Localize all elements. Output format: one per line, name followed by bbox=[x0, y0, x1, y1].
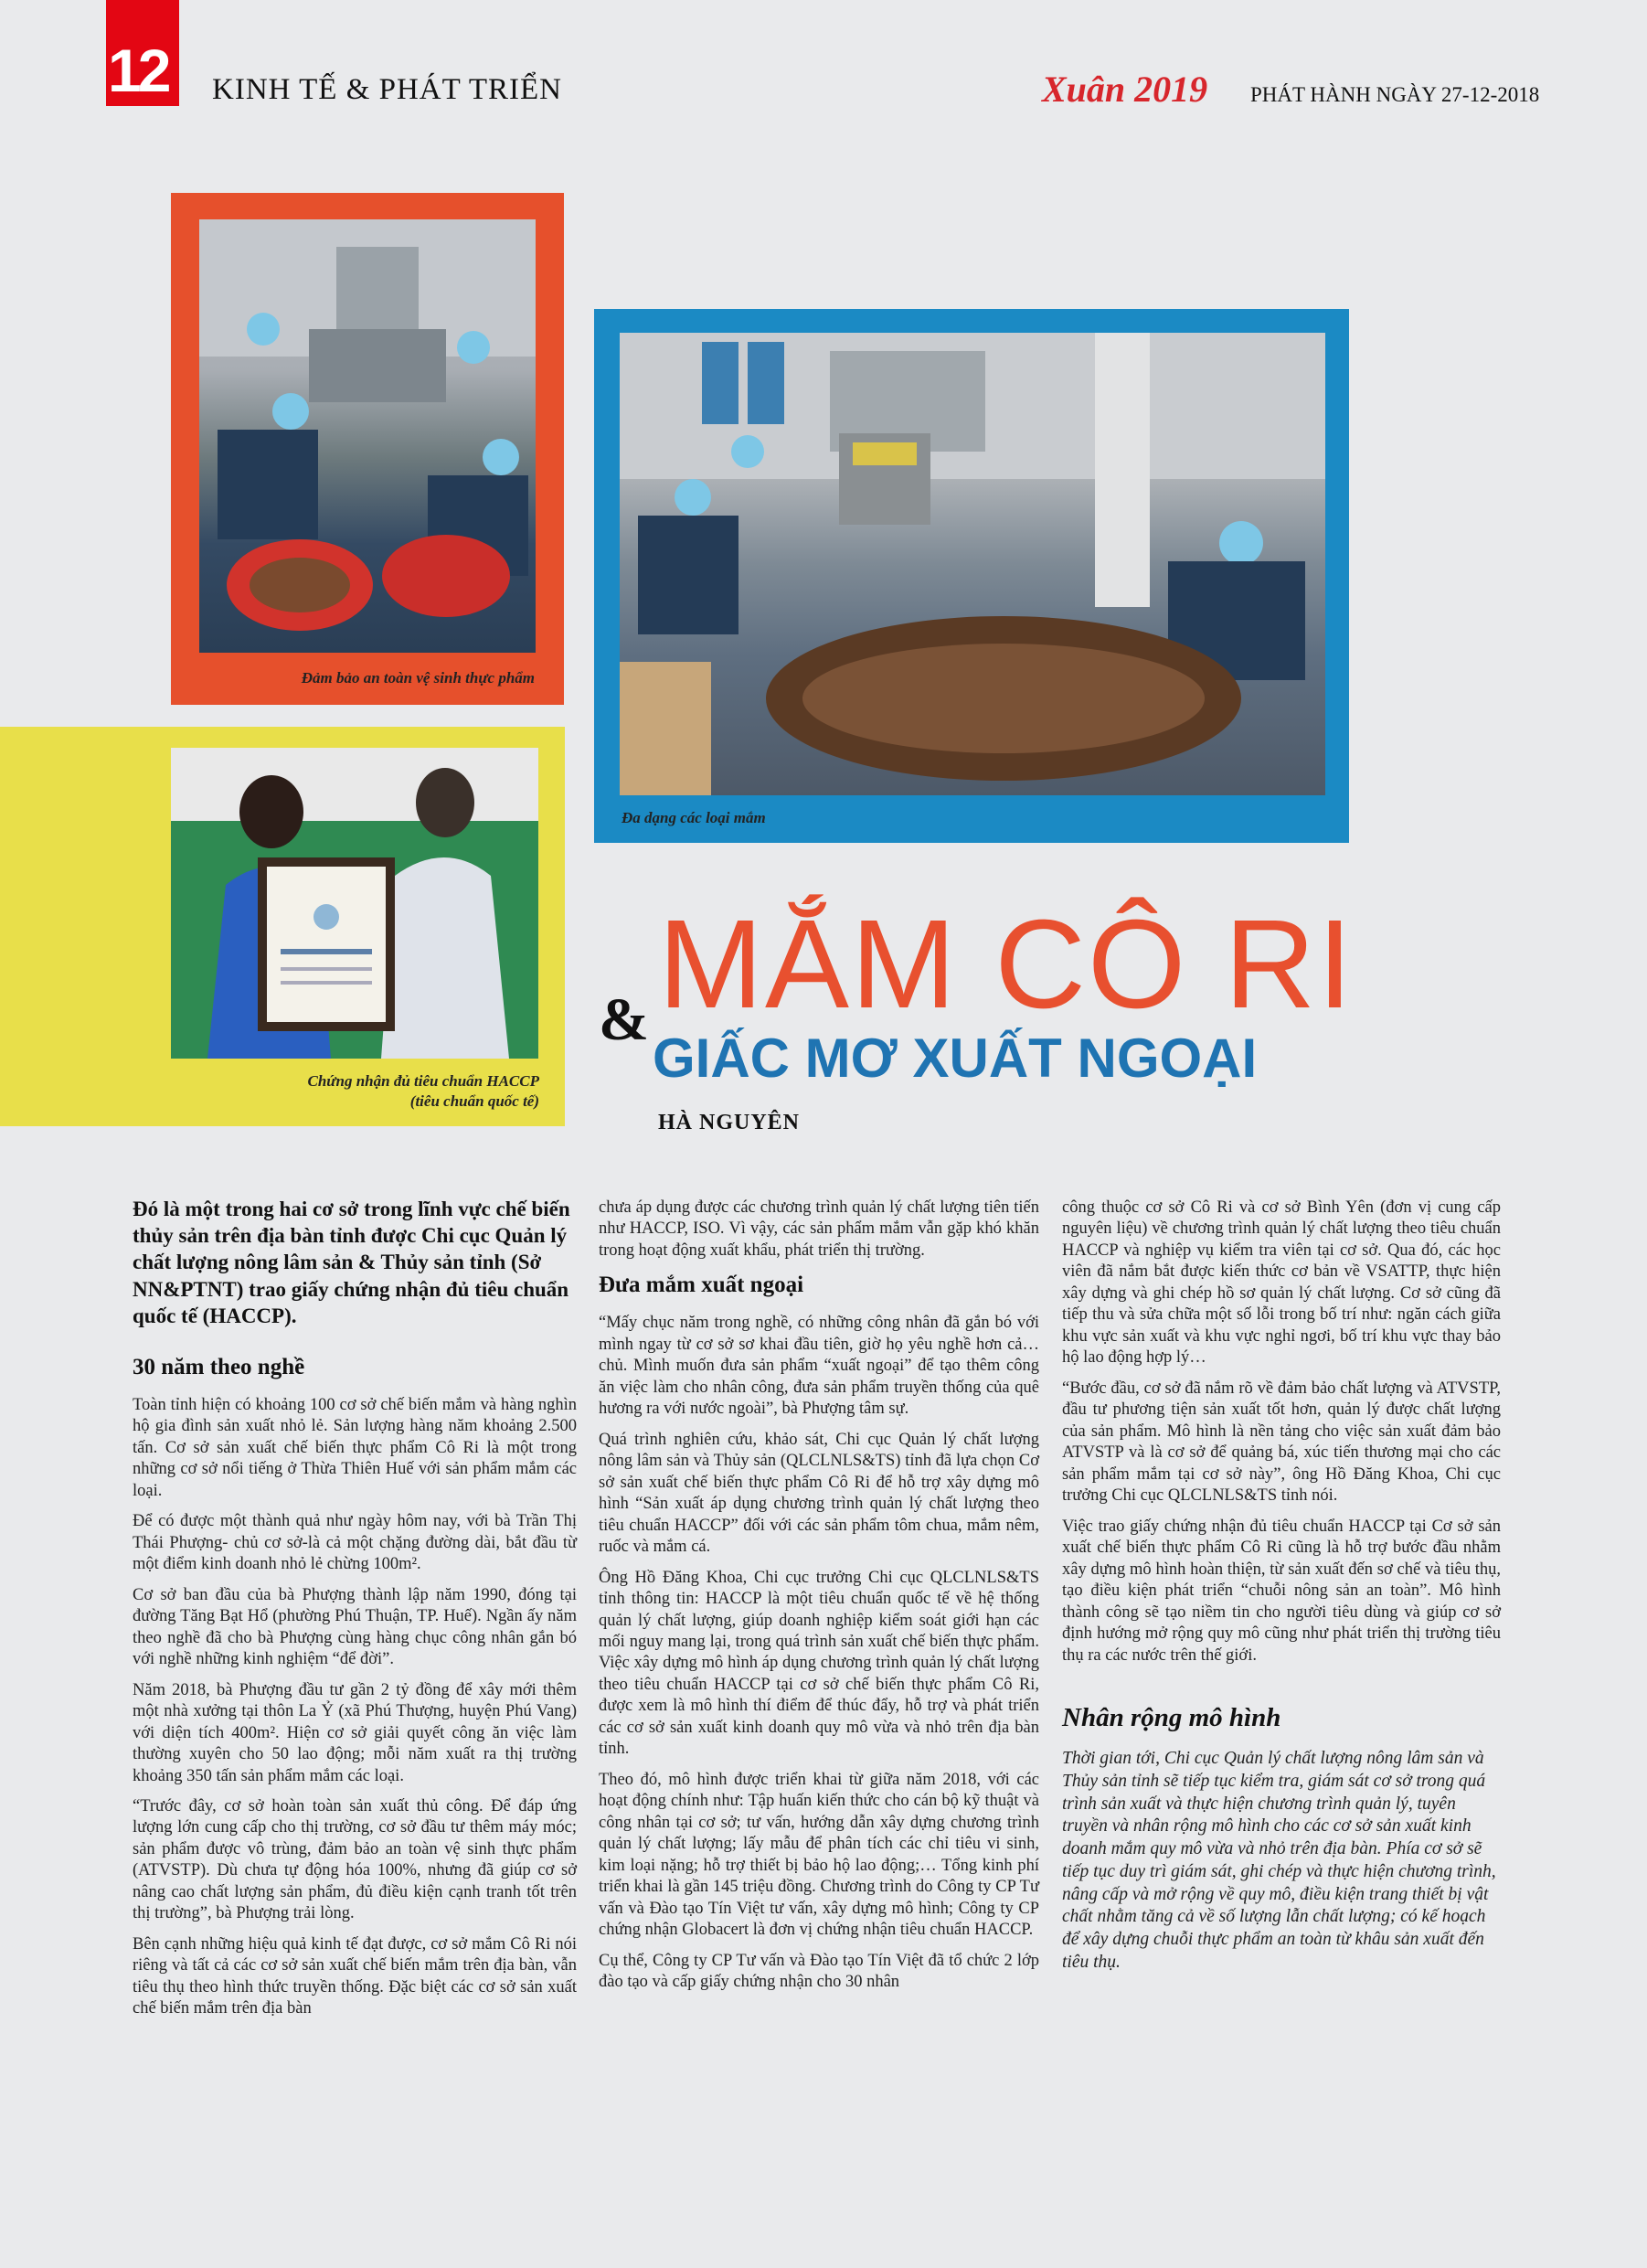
text-column-3 bbox=[1062, 1198, 1501, 1984]
paragraph: Việc trao giấy chứng nhận đủ tiêu chuẩn HACCP tại Cơ sở sản xuất chế biến thực phẩm Cô Ri cũng là hỗ trợ bước đầu nhằm xây dựng mô hình hoàn thiện, từ sản xuất đến sơ chế và tiêu thụ, tạo điều kiện phát triển “chuỗi nông sản an toàn”. Mô hình thành công sẽ tạo niềm tin cho người tiêu dùng và giúp cơ sở định hướng mở rộng quy mô cũng như phát triển thị trường tiêu thụ ra các nước trên thế giới. bbox=[1062, 1517, 1501, 1665]
issue-date: PHÁT HÀNH NGÀY 27-12-2018 bbox=[1250, 83, 1540, 106]
photo-workers-hygiene bbox=[199, 219, 536, 653]
paragraph: “Bước đầu, cơ sở đã nắm rõ về đảm bảo chất lượng và ATVSTP, đầu tư phương tiện sản xuất tốt hơn, quản lý được chất lượng của sản phẩm. Mô hình là nền tảng cho việc sản xuất đảm bảo ATVSTP và là cơ sở để quảng bá, xúc tiến thương mại cho các sản phẩm mắm tại cơ sở này”, ông Hồ Đăng Khoa, Chi cục trưởng Chi cục QLCLNLS&TS tỉnh nói. bbox=[1062, 1379, 1501, 1506]
paragraph: công thuộc cơ sở Cô Ri và cơ sở Bình Yên (đơn vị cung cấp nguyên liệu) về chương trình quản lý chất lượng theo tiêu chuẩn HACCP và nghiệp vụ kiểm tra viên tại cơ sở. Qua đó, các học viên đã nắm bắt được kiến thức cơ bản về VSATTP, thực hiện xây dựng và ghi chép hồ sơ quản lý chất lượng. Cơ sở cũng đã tiếp thu và sửa chữa một số lỗi trong bố trí như: ngăn cách giữa khu vực sản xuất và khu vực nghỉ ngơi, bố trí khu vực thay bảo hộ lao động hợp lý… bbox=[1062, 1198, 1501, 1368]
page-number: 12 bbox=[108, 37, 168, 104]
photo-haccp-certificate bbox=[171, 748, 538, 1059]
heading-export: Đưa mắm xuất ngoại bbox=[599, 1272, 804, 1298]
caption-photo3-line2: (tiêu chuẩn quốc tế) bbox=[409, 1092, 539, 1111]
text-column-1 bbox=[133, 1196, 577, 2029]
title-ampersand: & bbox=[599, 986, 649, 1053]
paragraph: “Mấy chục năm trong nghề, có những công nhân đã gắn bó với mình ngay từ cơ sở sơ khai đầu tiên, giờ họ yêu nghề hơn cả… chủ. Mình muốn đưa sản phẩm “xuất ngoại” để tạo thêm công ăn việc làm cho nhân công, đưa sản phẩm truyền thống của quê hương ra với nước ngoài”, bà Phượng tâm sự. bbox=[599, 1314, 1039, 1419]
paragraph-italic: Thời gian tới, Chi cục Quản lý chất lượng nông lâm sản và Thủy sản tỉnh sẽ tiếp tục kiểm tra, giám sát cơ sở trong quá trình sản xuất và thực hiện chương trình quản lý, tuyên truyền và nhân rộng mô hình cho các cơ sở sản xuất kinh doanh mắm quy mô vừa và nhỏ trên địa bàn. Phía cơ sở sẽ tiếp tục duy trì giám sát, ghi chép và thực hiện chương trình, nâng cấp và mở rộng về quy mô, điều kiện trang thiết bị vật chất nhằm tăng cả về số lượng lẫn chất lượng; có kế hoạch để xây dựng chuỗi thực phẩm an toàn từ khâu sản xuất đến tiêu thụ. bbox=[1062, 1749, 1496, 1972]
photo-fish-sauce-products bbox=[620, 333, 1325, 795]
paragraph: Toàn tỉnh hiện có khoảng 100 cơ sở chế biến mắm và hàng nghìn hộ gia đình sản xuất nhỏ lẻ. Sản lượng hàng năm khoảng 2.500 tấn. Cơ sở sản xuất chế biến thực phẩm Cô Ri là một trong những cơ sở nổi tiếng ở Thừa Thiên Huế với sản phẩm mắm các loại. bbox=[133, 1395, 577, 1500]
caption-photo3 bbox=[238, 1071, 539, 1112]
article-subtitle: GIẤC MƠ XUẤT NGOẠI bbox=[653, 1028, 1258, 1089]
paragraph: Ông Hồ Đăng Khoa, Chi cục trưởng Chi cục QLCLNLS&TS tỉnh thông tin: HACCP là một tiêu chuẩn quốc tế về hệ thống quản lý chất lượng, giúp doanh nghiệp kiểm soát giới hạn các mối nguy mang lại, trong quá trình sản xuất chế biến thực phẩm. Việc xây dựng mô hình áp dụng chương trình quản lý chất lượng theo tiêu chuẩn HACCP tại cơ sở chế biến thực phẩm Cô Ri, được xem là mô hình thí điểm để thúc đẩy, hỗ trợ và phát triển các cơ sở sản xuất kinh doanh quy mô vừa và nhỏ trên địa bàn tỉnh. bbox=[599, 1568, 1039, 1759]
article-title: MẮM CÔ RI bbox=[658, 894, 1355, 1035]
article-author: HÀ NGUYÊN bbox=[658, 1111, 801, 1134]
paragraph: Cụ thể, Công ty CP Tư vấn và Đào tạo Tín Việt đã tổ chức 2 lớp đào tạo và cấp giấy chứng nhận cho 30 nhân bbox=[599, 1951, 1039, 1992]
paragraph: Năm 2018, bà Phượng đầu tư gần 2 tỷ đồng để xây mới thêm một nhà xưởng tại thôn La Ỷ (xã Phú Thượng, huyện Phú Vang) với diện tích 400m². Hiện cơ sở giải quyết công ăn việc làm thường xuyên cho 50 lao động; mỗi năm xuất ra thị trường khoảng 350 tấn sản phẩm mắm các loại. bbox=[133, 1680, 577, 1785]
paragraph: Cơ sở ban đầu của bà Phượng thành lập năm 1990, đóng tại đường Tăng Bạt Hổ (phường Phú Thuận, TP. Huế). Ngần ấy năm theo nghề đã cho bà Phượng cùng hàng chục công nhân gắn bó với nghề những kinh nghiệm “để đời”. bbox=[133, 1585, 577, 1669]
caption-photo3-line1: Chứng nhận đủ tiêu chuẩn HACCP bbox=[307, 1072, 539, 1090]
page-number-block bbox=[106, 0, 179, 106]
paragraph: chưa áp dụng được các chương trình quản lý chất lượng tiên tiến như HACCP, ISO. Vì vậy, các sản phẩm mắm vẫn gặp khó khăn trong hoạt động xuất khẩu, phát triển thị trường. bbox=[599, 1198, 1039, 1260]
paragraph: “Trước đây, cơ sở hoàn toàn sản xuất thủ công. Để đáp ứng lượng lớn cung cấp cho thị trường, cơ sở đầu tư thêm máy móc; sản phẩm được vô trùng, đảm bảo an toàn vệ sinh thực phẩm (ATVSTP). Dù chưa tự động hóa 100%, nhưng đã giúp cơ sở nâng cao chất lượng sản phẩm, đủ điều kiện cạnh tranh tốt trên thị trường”, bà Phượng trải lòng. bbox=[133, 1797, 577, 1923]
heading-30-years: 30 năm theo nghề bbox=[133, 1355, 305, 1380]
paragraph: Bên cạnh những hiệu quả kinh tế đạt được, cơ sở mắm Cô Ri nói riêng và tất cả các cơ sở sản xuất chế biến mắm trên địa bàn, vẫn tiêu thụ theo hình thức truyền thống. Đặc biệt các cơ sở sản xuất chế biến mắm trên địa bàn bbox=[133, 1934, 577, 2018]
issue-name: Xuân 2019 bbox=[1042, 69, 1208, 110]
paragraph: Để có được một thành quả như ngày hôm nay, với bà Trần Thị Thái Phượng- chủ cơ sở-là cả một chặng đường dài, bắt đầu từ một điểm kinh doanh nhỏ lẻ chừng 100m². bbox=[133, 1512, 577, 1574]
caption-photo1: Đảm bảo an toàn vệ sinh thực phẩm bbox=[301, 669, 535, 687]
text-column-2 bbox=[599, 1198, 1039, 2003]
paragraph: Quá trình nghiên cứu, khảo sát, Chi cục Quản lý chất lượng nông lâm sản và Thủy sản (QLCLNLS&TS) tỉnh đã lựa chọn Cơ sở sản xuất chế biến thực phẩm Cô Ri để hỗ trợ xây dựng mô hình “Sản xuất áp dụng chương trình quản lý chất lượng theo tiêu chuẩn HACCP” đối với các sản phẩm tôm chua, mắm nêm, ruốc và mắm cá. bbox=[599, 1430, 1039, 1557]
caption-photo2: Đa dạng các loại mắm bbox=[622, 809, 766, 826]
article-lead: Đó là một trong hai cơ sở trong lĩnh vực chế biến thủy sản trên địa bàn tỉnh được Chi cục Quản lý chất lượng nông lâm sản & Thủy sản tỉnh (Sở NN&PTNT) trao giấy chứng nhận đủ tiêu chuẩn quốc tế (HACCP). bbox=[133, 1198, 570, 1327]
heading-replicate-model: Nhân rộng mô hình bbox=[1062, 1703, 1281, 1733]
section-title: KINH TẾ & PHÁT TRIỂN bbox=[212, 73, 562, 106]
paragraph: Theo đó, mô hình được triển khai từ giữa năm 2018, với các hoạt động chính như: Tập huấn kiến thức cho cán bộ kỹ thuật và công nhân tại cơ sở; tư vấn, hướng dẫn xây dựng chương trình quản lý chất lượng; lấy mẫu để phân tích các chỉ tiêu vi sinh, kim loại nặng; hỗ trợ thiết bị bảo hộ lao động;… Tổng kinh phí triển khai là gần 145 triệu đồng. Chương trình do Công ty CP Tư vấn và Đào tạo Tín Việt tư vấn, xây dựng mô hình; Công ty CP chứng nhận Globacert là đơn vị chứng nhận tiêu chuẩn HACCP. bbox=[599, 1770, 1039, 1940]
